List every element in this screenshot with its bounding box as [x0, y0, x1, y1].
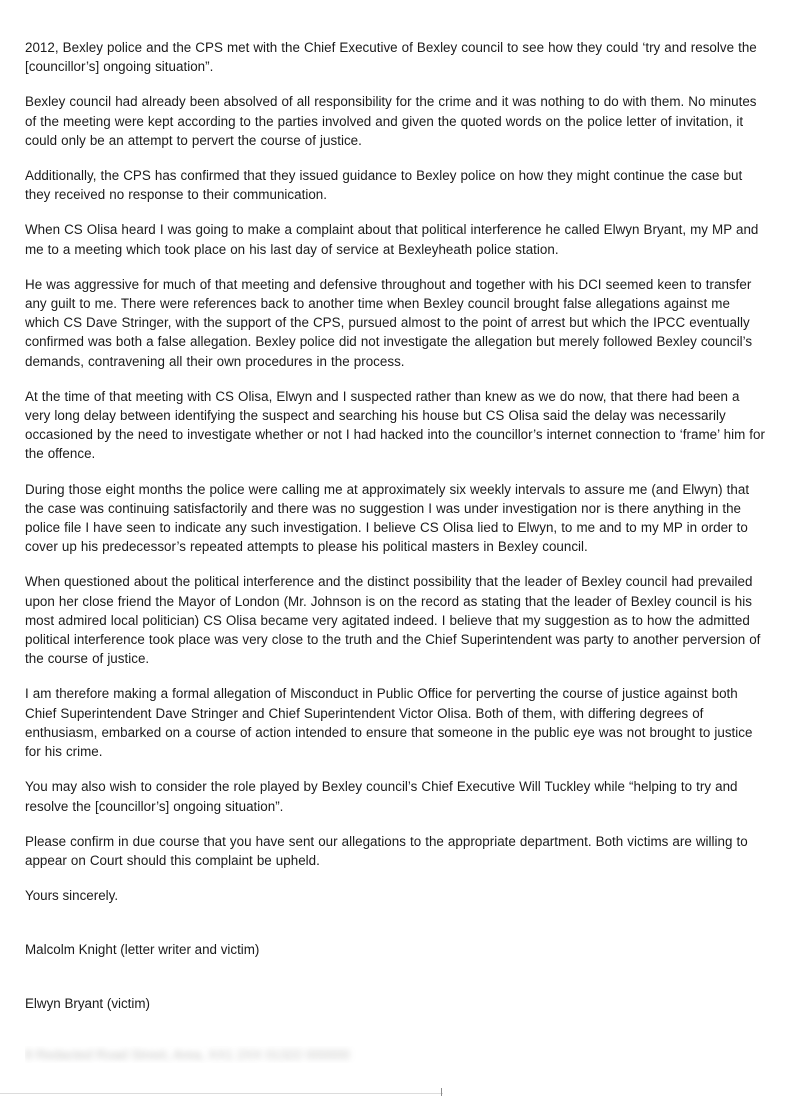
paragraph-council-absolved: Bexley council had already been absolved of all responsibility for the crime and it was nothing to do with them. No minutes of the meeting were kept according to the parties involved and given the quoted words on the police letter of invitation, it could only be an attempt to pervert the course of justice.: [25, 94, 757, 148]
signature-gap-primary: [25, 905, 767, 940]
closing-block: [25, 886, 767, 1013]
signature-gap-secondary: [25, 960, 767, 994]
paragraph-eight-months-calls: During those eight months the police were calling me at approximately six weekly intervals to assure me (and Elwyn) that the case was continuing satisfactorily and there was no suggestion I was under investigation nor is there anything in the police file I have seen to indicate any such investigation. I believe CS Olisa lied to Elwyn, to me and to my MP in order to cover up his predecessor’s repeated attempts to please his political masters in Bexley council.: [25, 481, 750, 555]
paragraph-formal-allegation: I am therefore making a formal allegation of Misconduct in Public Office for perverting the course of justice against both Chief Superintendent Dave Stringer and Chief Superintendent Victor Olisa. Both of them, with differing degrees of enthusiasm, embarked on a course of action intended to ensure that someone in the public eye was not brought to justice for his crime.: [25, 686, 753, 760]
paragraph-delay-explanation: At the time of that meeting with CS Olisa, Elwyn and I suspected rather than knew as we do now, that there had been a very long delay between identifying the suspect and searching his house but CS Olisa said the delay was necessarily occasioned by the need to investigate whether or not I had hacked into the councillor’s internet connection to ‘frame’ him for the offence.: [25, 388, 765, 462]
paragraph-meeting-chief-executive: 2012, Bexley police and the CPS met with the Chief Executive of Bexley council to see how they could ‘try and resolve the [councillor’s] ongoing situation”.: [25, 40, 757, 75]
signatory-malcolm-knight: Malcolm Knight (letter writer and victim): [25, 942, 260, 958]
redacted-address-block: [25, 1046, 425, 1063]
paragraph-will-tuckley-role: You may also wish to consider the role played by Bexley council’s Chief Executive Will Tuckley while “helping to try and resolve the [councillor’s] ongoing situation”.: [25, 779, 738, 814]
page-bottom-edge-line: [0, 1093, 443, 1094]
paragraph-aggressive-meeting: He was aggressive for much of that meeting and defensive throughout and together with his DCI seemed keen to transfer any guilt to me. There were references back to another time when Bexley council brought false allegations against me which CS Dave Stringer, with the support of the CPS, pursued almost to the point of arrest but which the IPCC eventually confirmed was both a false allegation. Bexley police did not investigate the allegation but merely followed Bexley council’s demands, contravening all their own procedures in the process.: [25, 276, 753, 369]
paragraph-olisa-complaint-meeting: When CS Olisa heard I was going to make a complaint about that political interference he called Elwyn Bryant, my MP and me to a meeting which took place on his last day of service at Bexleyheath police station.: [25, 222, 759, 257]
paragraph-political-interference-question: When questioned about the political interference and the distinct possibility that the leader of Bexley council had prevailed upon her close friend the Mayor of London (Mr. Johnson is on the record as stating that the leader of Bexley council is his most admired local politician) CS Olisa became very agitated indeed. I believe that my suggestion as to how the admitted political interference took place was very close to the truth and the Chief Superintendent was party to another perversion of the course of justice.: [25, 574, 761, 667]
letter-body-text: [25, 38, 767, 1013]
page-bottom-corner-tick: [441, 1088, 442, 1096]
signatory-elwyn-bryant: Elwyn Bryant (victim): [25, 995, 150, 1011]
redacted-address-text: 8 Redacted Road Street, Area, XX1 2XX 01322 000000: [25, 1047, 350, 1062]
closing-salutation: Yours sincerely.: [25, 888, 119, 904]
paragraph-cps-guidance: Additionally, the CPS has confirmed that they issued guidance to Bexley police on how they might continue the case but they received no response to their communication.: [25, 168, 743, 203]
paragraph-please-confirm: Please confirm in due course that you have sent our allegations to the appropriate department. Both victims are willing to appear on Court should this complaint be upheld.: [25, 833, 748, 868]
